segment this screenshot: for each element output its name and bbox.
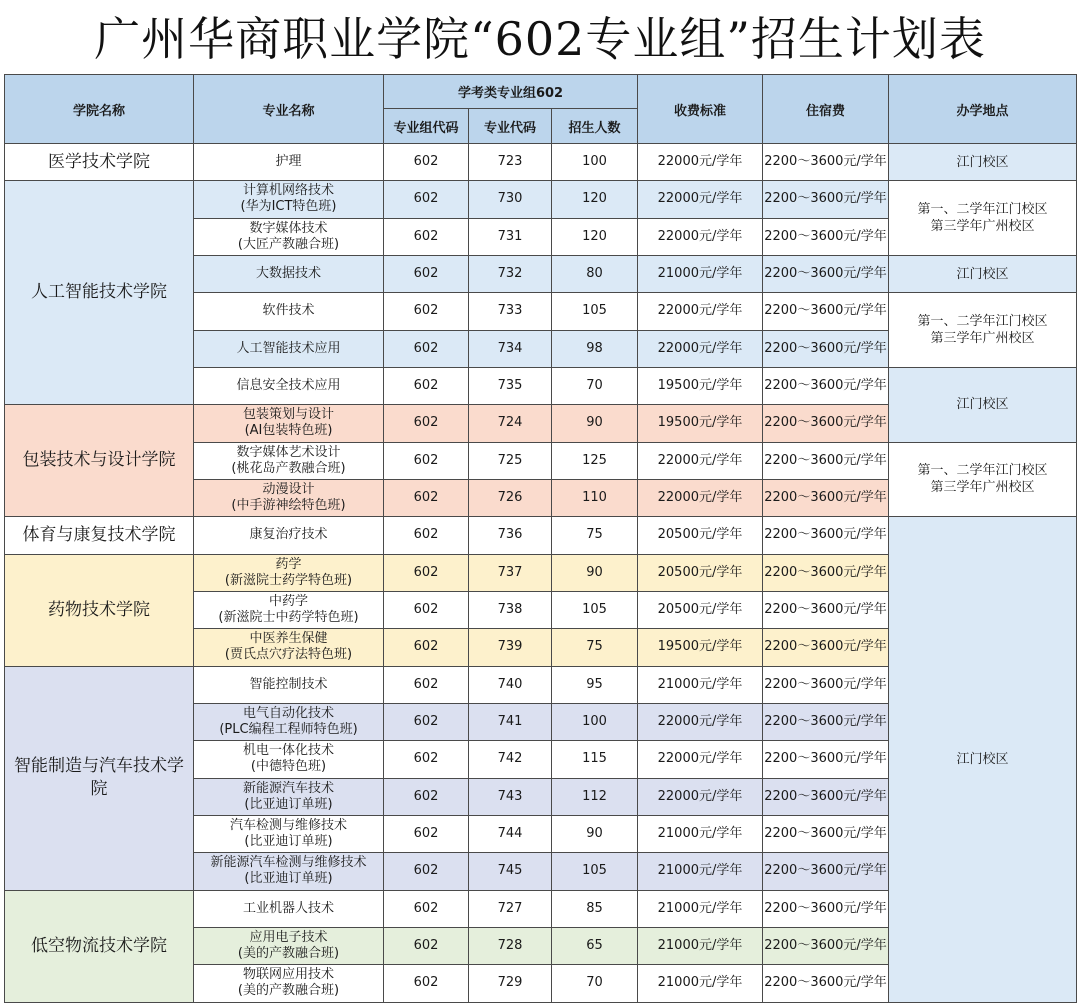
major-name <box>194 442 384 479</box>
tuition-fee-cell: 19500元/学年 <box>638 629 763 666</box>
major-title: 物联网应用技术 <box>242 967 334 983</box>
enroll-count-cell: 100 <box>552 144 638 181</box>
major-code-cell: 729 <box>469 965 552 1002</box>
dorm-fee-cell: 2200～3600元/学年 <box>763 554 889 591</box>
major-code-cell: 739 <box>469 629 552 666</box>
group-code-cell: 602 <box>384 293 469 330</box>
campus-line: 第三学年广州校区 <box>930 480 1035 496</box>
major-code-cell: 725 <box>469 442 552 479</box>
major-name <box>194 181 384 218</box>
header-major: 专业名称 <box>194 75 384 144</box>
header-fee: 收费标准 <box>638 75 763 144</box>
college-name: 人工智能技术学院 <box>5 181 194 405</box>
group-code-cell: 602 <box>384 890 469 927</box>
campus-line: 江门校区 <box>956 266 1009 282</box>
major-name <box>194 853 384 890</box>
major-title: 大数据技术 <box>255 266 321 282</box>
major-code-cell: 726 <box>469 479 552 516</box>
major-code-cell: 728 <box>469 927 552 964</box>
major-subtitle: (中德特色班) <box>250 759 327 775</box>
major-name <box>194 255 384 292</box>
dorm-fee-cell: 2200～3600元/学年 <box>763 703 889 740</box>
major-name <box>194 890 384 927</box>
major-code-cell: 738 <box>469 591 552 628</box>
major-subtitle: (美的产教融合班) <box>237 983 340 999</box>
major-title: 应用电子技术 <box>249 930 328 946</box>
dorm-fee-cell: 2200～3600元/学年 <box>763 181 889 218</box>
tuition-fee-cell: 21000元/学年 <box>638 965 763 1002</box>
dorm-fee-cell: 2200～3600元/学年 <box>763 927 889 964</box>
enroll-count-cell: 75 <box>552 629 638 666</box>
dorm-fee-cell: 2200～3600元/学年 <box>763 442 889 479</box>
major-name <box>194 144 384 181</box>
group-code-cell: 602 <box>384 629 469 666</box>
major-title: 机电一体化技术 <box>242 743 334 759</box>
major-subtitle: (PLC编程工程师特色班) <box>219 722 358 738</box>
tuition-fee-cell: 20500元/学年 <box>638 591 763 628</box>
major-subtitle: (华为ICT特色班) <box>240 199 337 215</box>
enroll-count-cell: 125 <box>552 442 638 479</box>
group-code-cell: 602 <box>384 591 469 628</box>
major-title: 中药学 <box>268 594 308 610</box>
group-code-cell: 602 <box>384 666 469 703</box>
group-code-cell: 602 <box>384 367 469 404</box>
dorm-fee-cell: 2200～3600元/学年 <box>763 890 889 927</box>
major-code-cell: 740 <box>469 666 552 703</box>
major-code-cell: 724 <box>469 405 552 442</box>
tuition-fee-cell: 22000元/学年 <box>638 144 763 181</box>
tuition-fee-cell: 22000元/学年 <box>638 778 763 815</box>
enroll-count-cell: 105 <box>552 853 638 890</box>
dorm-fee-cell: 2200～3600元/学年 <box>763 741 889 778</box>
tuition-fee-cell: 21000元/学年 <box>638 927 763 964</box>
college-name: 体育与康复技术学院 <box>5 517 194 554</box>
major-title: 动漫设计 <box>262 482 315 498</box>
major-title: 数字媒体技术 <box>249 220 328 236</box>
major-name <box>194 666 384 703</box>
major-code-cell: 735 <box>469 367 552 404</box>
campus-line: 江门校区 <box>956 154 1009 170</box>
dorm-fee-cell: 2200～3600元/学年 <box>763 218 889 255</box>
major-name <box>194 815 384 852</box>
dorm-fee-cell: 2200～3600元/学年 <box>763 367 889 404</box>
enroll-count-cell: 90 <box>552 554 638 591</box>
enroll-count-cell: 120 <box>552 181 638 218</box>
major-subtitle: (比亚迪订单班) <box>244 871 333 887</box>
group-code-cell: 602 <box>384 442 469 479</box>
enrollment-table <box>4 74 1077 1003</box>
campus-line: 江门校区 <box>956 397 1009 413</box>
dorm-fee-cell: 2200～3600元/学年 <box>763 517 889 554</box>
tuition-fee-cell: 21000元/学年 <box>638 815 763 852</box>
major-subtitle: (贾氏点穴疗法特色班) <box>224 647 353 663</box>
dorm-fee-cell: 2200～3600元/学年 <box>763 666 889 703</box>
dorm-fee-cell: 2200～3600元/学年 <box>763 255 889 292</box>
tuition-fee-cell: 19500元/学年 <box>638 405 763 442</box>
campus-location <box>889 442 1077 517</box>
college-name: 智能制造与汽车技术学院 <box>5 666 194 890</box>
major-code-cell: 730 <box>469 181 552 218</box>
header-group: 学考类专业组602 <box>384 75 638 109</box>
campus-line: 第一、二学年江门校区 <box>917 202 1048 218</box>
major-name <box>194 778 384 815</box>
major-code-cell: 743 <box>469 778 552 815</box>
dorm-fee-cell: 2200～3600元/学年 <box>763 330 889 367</box>
group-code-cell: 602 <box>384 741 469 778</box>
group-code-cell: 602 <box>384 703 469 740</box>
major-name <box>194 405 384 442</box>
major-code-cell: 737 <box>469 554 552 591</box>
major-title: 软件技术 <box>262 303 315 319</box>
major-name <box>194 703 384 740</box>
tuition-fee-cell: 19500元/学年 <box>638 367 763 404</box>
table-row <box>5 181 1077 218</box>
major-subtitle: (比亚迪订单班) <box>244 796 333 812</box>
tuition-fee-cell: 22000元/学年 <box>638 442 763 479</box>
major-subtitle: (大匠产教融合班) <box>237 236 340 252</box>
major-subtitle: (美的产教融合班) <box>237 946 340 962</box>
major-subtitle: (AI包装特色班) <box>244 423 333 439</box>
major-code-cell: 727 <box>469 890 552 927</box>
major-title: 人工智能技术应用 <box>236 340 341 356</box>
enroll-count-cell: 110 <box>552 479 638 516</box>
major-title: 信息安全技术应用 <box>236 378 341 394</box>
tuition-fee-cell: 21000元/学年 <box>638 890 763 927</box>
group-code-cell: 602 <box>384 255 469 292</box>
major-code-cell: 734 <box>469 330 552 367</box>
major-name <box>194 591 384 628</box>
major-title: 汽车检测与维修技术 <box>229 818 347 834</box>
tuition-fee-cell: 22000元/学年 <box>638 703 763 740</box>
header-group-code: 专业组代码 <box>384 109 469 144</box>
dorm-fee-cell: 2200～3600元/学年 <box>763 479 889 516</box>
dorm-fee-cell: 2200～3600元/学年 <box>763 629 889 666</box>
enroll-count-cell: 115 <box>552 741 638 778</box>
tuition-fee-cell: 21000元/学年 <box>638 666 763 703</box>
major-name <box>194 741 384 778</box>
campus-location <box>889 517 1077 1002</box>
dorm-fee-cell: 2200～3600元/学年 <box>763 965 889 1002</box>
enroll-count-cell: 105 <box>552 591 638 628</box>
major-title: 数字媒体艺术设计 <box>236 444 341 460</box>
major-name <box>194 927 384 964</box>
college-name: 药物技术学院 <box>5 554 194 666</box>
major-code-cell: 723 <box>469 144 552 181</box>
group-code-cell: 602 <box>384 853 469 890</box>
major-subtitle: (新滋院士药学特色班) <box>224 572 353 588</box>
major-subtitle: (中手游神绘特色班) <box>231 498 346 514</box>
group-code-cell: 602 <box>384 330 469 367</box>
enroll-count-cell: 95 <box>552 666 638 703</box>
page-title: 广州华商职业学院“602专业组”招生计划表 <box>94 12 986 66</box>
major-subtitle: (新滋院士中药学特色班) <box>218 610 359 626</box>
group-code-cell: 602 <box>384 218 469 255</box>
major-code-cell: 736 <box>469 517 552 554</box>
campus-location <box>889 255 1077 292</box>
header-major-code: 专业代码 <box>469 109 552 144</box>
major-subtitle: (桃花岛产教融合班) <box>231 460 346 476</box>
campus-line: 第一、二学年江门校区 <box>917 314 1048 330</box>
header-campus: 办学地点 <box>889 75 1077 144</box>
group-code-cell: 602 <box>384 479 469 516</box>
group-code-cell: 602 <box>384 778 469 815</box>
enroll-count-cell: 70 <box>552 965 638 1002</box>
tuition-fee-cell: 22000元/学年 <box>638 293 763 330</box>
tuition-fee-cell: 21000元/学年 <box>638 853 763 890</box>
tuition-fee-cell: 20500元/学年 <box>638 517 763 554</box>
major-name <box>194 367 384 404</box>
enroll-count-cell: 75 <box>552 517 638 554</box>
enroll-count-cell: 105 <box>552 293 638 330</box>
major-title: 智能控制技术 <box>249 676 328 692</box>
major-code-cell: 731 <box>469 218 552 255</box>
tuition-fee-cell: 22000元/学年 <box>638 181 763 218</box>
enroll-count-cell: 85 <box>552 890 638 927</box>
major-title: 包装策划与设计 <box>242 407 334 423</box>
dorm-fee-cell: 2200～3600元/学年 <box>763 405 889 442</box>
major-name <box>194 330 384 367</box>
tuition-fee-cell: 22000元/学年 <box>638 330 763 367</box>
major-code-cell: 744 <box>469 815 552 852</box>
dorm-fee-cell: 2200～3600元/学年 <box>763 591 889 628</box>
dorm-fee-cell: 2200～3600元/学年 <box>763 293 889 330</box>
major-title: 药学 <box>275 556 302 572</box>
group-code-cell: 602 <box>384 181 469 218</box>
group-code-cell: 602 <box>384 815 469 852</box>
dorm-fee-cell: 2200～3600元/学年 <box>763 853 889 890</box>
major-name <box>194 554 384 591</box>
tuition-fee-cell: 22000元/学年 <box>638 479 763 516</box>
enroll-count-cell: 65 <box>552 927 638 964</box>
campus-location <box>889 181 1077 256</box>
major-name <box>194 479 384 516</box>
enroll-count-cell: 80 <box>552 255 638 292</box>
enroll-count-cell: 70 <box>552 367 638 404</box>
major-title: 康复治疗技术 <box>249 527 328 543</box>
table-row <box>5 144 1077 181</box>
major-title: 计算机网络技术 <box>242 183 334 199</box>
enroll-count-cell: 120 <box>552 218 638 255</box>
major-code-cell: 732 <box>469 255 552 292</box>
group-code-cell: 602 <box>384 144 469 181</box>
header-dorm: 住宿费 <box>763 75 889 144</box>
table-row <box>5 517 1077 554</box>
table-body <box>5 144 1077 1003</box>
major-code-cell: 742 <box>469 741 552 778</box>
college-name: 低空物流技术学院 <box>5 890 194 1002</box>
college-name: 包装技术与设计学院 <box>5 405 194 517</box>
major-code-cell: 733 <box>469 293 552 330</box>
campus-location <box>889 144 1077 181</box>
tuition-fee-cell: 22000元/学年 <box>638 741 763 778</box>
enroll-count-cell: 100 <box>552 703 638 740</box>
major-title: 工业机器人技术 <box>242 900 334 916</box>
dorm-fee-cell: 2200～3600元/学年 <box>763 778 889 815</box>
group-code-cell: 602 <box>384 405 469 442</box>
enroll-count-cell: 90 <box>552 405 638 442</box>
major-title: 中医养生保健 <box>249 631 328 647</box>
group-code-cell: 602 <box>384 965 469 1002</box>
major-title: 电气自动化技术 <box>242 706 334 722</box>
major-name <box>194 293 384 330</box>
major-title: 护理 <box>275 154 302 170</box>
group-code-cell: 602 <box>384 554 469 591</box>
tuition-fee-cell: 21000元/学年 <box>638 255 763 292</box>
header-college: 学院名称 <box>5 75 194 144</box>
campus-line: 第三学年广州校区 <box>930 219 1035 235</box>
campus-line: 第三学年广州校区 <box>930 331 1035 347</box>
college-name: 医学技术学院 <box>5 144 194 181</box>
enroll-count-cell: 98 <box>552 330 638 367</box>
campus-line: 第一、二学年江门校区 <box>917 463 1048 479</box>
dorm-fee-cell: 2200～3600元/学年 <box>763 815 889 852</box>
campus-line: 江门校区 <box>956 751 1009 767</box>
major-subtitle: (比亚迪订单班) <box>244 834 333 850</box>
major-name <box>194 629 384 666</box>
group-code-cell: 602 <box>384 927 469 964</box>
header-enroll: 招生人数 <box>552 109 638 144</box>
group-code-cell: 602 <box>384 517 469 554</box>
major-title: 新能源汽车技术 <box>242 780 334 796</box>
enroll-count-cell: 90 <box>552 815 638 852</box>
major-code-cell: 741 <box>469 703 552 740</box>
tuition-fee-cell: 20500元/学年 <box>638 554 763 591</box>
dorm-fee-cell: 2200～3600元/学年 <box>763 144 889 181</box>
major-name <box>194 218 384 255</box>
enroll-count-cell: 112 <box>552 778 638 815</box>
major-name <box>194 517 384 554</box>
major-code-cell: 745 <box>469 853 552 890</box>
major-title: 新能源汽车检测与维修技术 <box>210 855 367 871</box>
tuition-fee-cell: 22000元/学年 <box>638 218 763 255</box>
major-name <box>194 965 384 1002</box>
campus-location <box>889 293 1077 368</box>
campus-location <box>889 367 1077 442</box>
